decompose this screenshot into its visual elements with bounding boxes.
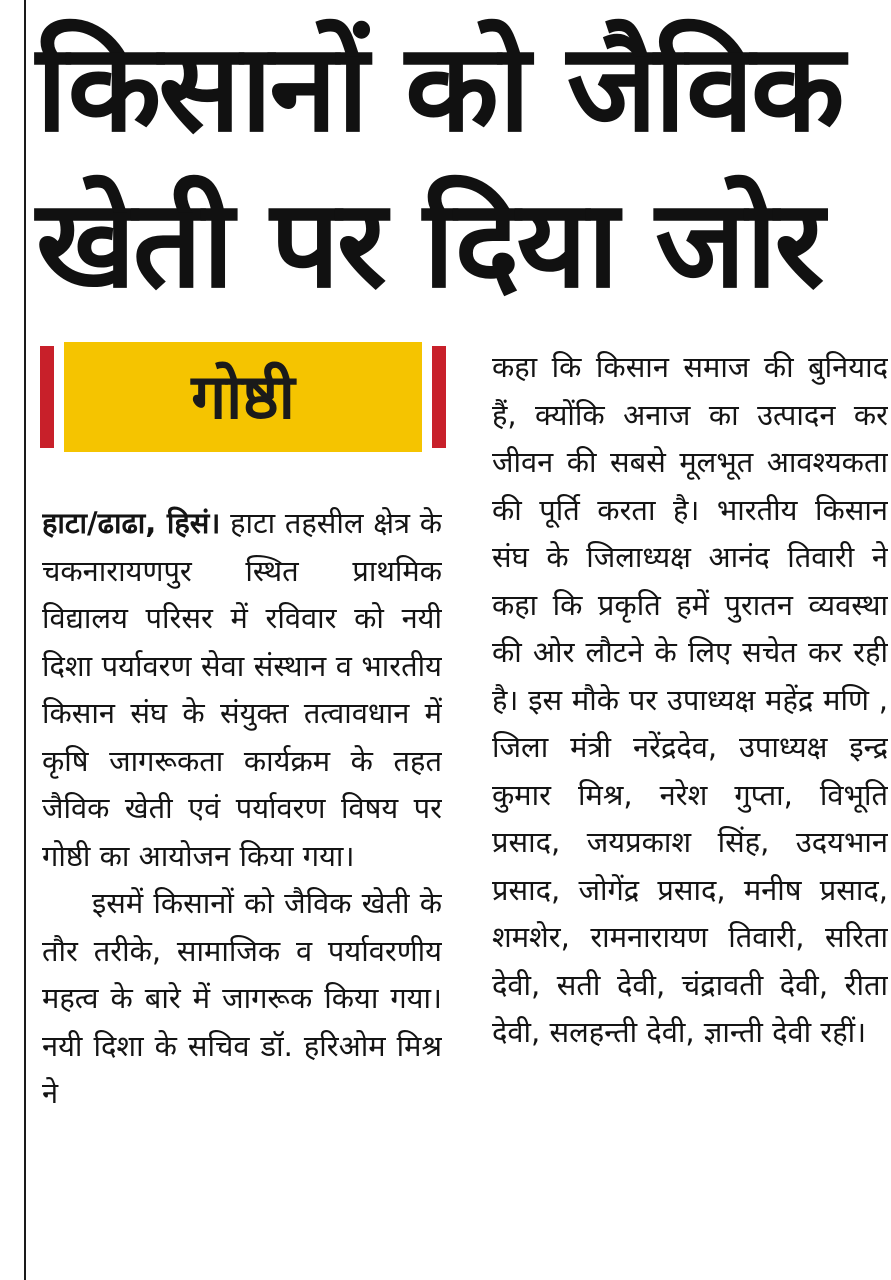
kicker-bar-right (432, 346, 446, 448)
paragraph-2: इसमें किसानों को जैविक खेती के तौर तरीके, सामाजिक व पर्यावरणीय महत्व के बारे में जागरूक किया गया। नयी दिशा के सचिव डॉ. हरिओम मिश्र ने (42, 886, 442, 1110)
headline-line-1: किसानों को जैविक (36, 17, 842, 159)
paragraph-3: कहा कि किसान समाज की बुनियाद हैं, क्योंकि अनाज का उत्पादन कर जीवन की सबसे मूलभूत आवश्यकता की पूर्ति करता है। भारतीय किसान संघ के जिलाध्यक्ष आनंद तिवारी ने कहा कि प्रकृति हमें पुरातन व्यवस्था की ओर लौटने के लिए सचेत कर रही है। इस मौके पर उपाध्यक्ष महेंद्र मणि , जिला मंत्री नरेंद्रदेव, उपाध्यक्ष इन्द्र कुमार मिश्र, नरेश गुप्ता, विभूति प्रसाद, जयप्रकाश सिंह, उदयभान प्रसाद, जोगेंद्र प्रसाद, मनीष प्रसाद, शमशेर, रामनारायण तिवारी, सरिता देवी, सती देवी, चंद्रावती देवी, रीता देवी, सलहन्ती देवी, ज्ञान्ती देवी रहीं। (492, 350, 888, 1049)
kicker-text: गोष्ठी (191, 360, 295, 433)
kicker-bar-left (40, 346, 54, 448)
article-column-right (492, 344, 888, 1274)
article-column-left (42, 500, 442, 1270)
column-rule (24, 0, 26, 1280)
dateline: हाटा/ढाढा, हिसं। (42, 506, 221, 540)
kicker-label (40, 342, 446, 452)
paragraph-1-text: हाटा तहसील क्षेत्र के चकनारायणपुर स्थित प्राथमिक विद्यालय परिसर में रविवार को नयी दिशा पर्यावरण सेवा संस्थान व भारतीय किसान संघ के संयुक्त तत्वावधान में कृषि जागरूकता कार्यक्रम के तहत जैविक खेती एवं पर्यावरण विषय पर गोष्ठी का आयोजन किया गया। (42, 506, 442, 873)
headline-line-2: खेती पर दिया जोर (36, 173, 822, 315)
headline (36, 10, 876, 322)
paragraph-1 (42, 500, 442, 880)
kicker-box (64, 342, 422, 452)
